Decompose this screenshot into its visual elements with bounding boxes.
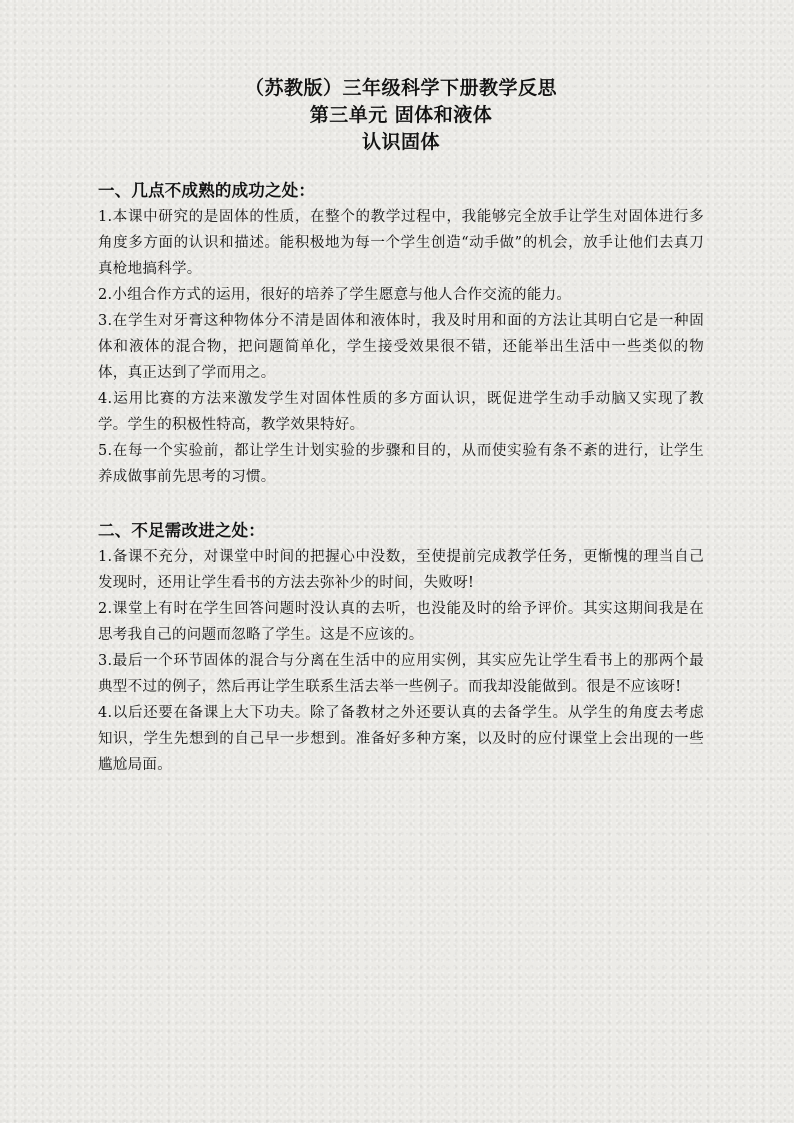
improvement-item-3: 3.最后一个环节固体的混合与分离在生活中的应用实例，其实应先让学生看书上的那两个最典型不过的例子，然后再让学生联系生活去举一些例子。而我却没能做到。很是不应该呀!: [98, 653, 704, 695]
document-title: （苏教版）三年级科学下册教学反思: [244, 77, 557, 99]
success-item-2: 2.小组合作方式的运用，很好的培养了学生愿意与他人合作交流的能力。: [98, 287, 572, 303]
improvement-item-4: 4.以后还要在备课上大下功夫。除了备教材之外还要认真的去备学生。从学生的角度去考虑知识，学生先想到的自己早一步想到。准备好多种方案，以及时的应付课堂上会出现的一些尴尬局面。: [98, 705, 704, 773]
success-item-3: 3.在学生对牙膏这种物体分不清是固体和液体时，我及时用和面的方法让其明白它是一种固体和液体的混合物，把问题简单化，学生接受效果很不错，还能举出生活中一些类似的物体，真正达到了学而用之。: [98, 313, 704, 381]
success-item-4: 4.运用比赛的方法来激发学生对固体性质的多方面认识，既促进学生动手动脑又实现了教学。学生的积极性特高，教学效果特好。: [98, 391, 704, 433]
lesson-title: 认识固体: [361, 131, 440, 153]
section-heading-successes: 一、几点不成熟的成功之处：: [98, 181, 316, 200]
improvement-item-2: 2.课堂上有时在学生回答问题时没认真的去听，也没能及时的给予评价。其实这期间我是在思考我自己的问题而忽略了学生。这是不应该的。: [98, 601, 704, 643]
improvement-item-1: 1.备课不充分，对课堂中时间的把握心中没数，至使提前完成教学任务，更惭愧的理当自己发现时，还用让学生看书的方法去弥补少的时间，失败呀!: [98, 549, 704, 591]
success-item-5: 5.在每一个实验前，都让学生计划实验的步骤和目的，从而使实验有条不紊的进行，让学生养成做事前先思考的习惯。: [98, 443, 704, 485]
unit-title: 第三单元 固体和液体: [309, 104, 493, 126]
section-heading-improvements: 二、不足需改进之处：: [98, 521, 265, 540]
success-item-1: 1.本课中研究的是固体的性质，在整个的教学过程中，我能够完全放手让学生对固体进行多角度多方面的认识和描述。能积极地为每一个学生创造“动手做”的机会，放手让他们去真刀真枪地搞科学。: [98, 209, 704, 277]
